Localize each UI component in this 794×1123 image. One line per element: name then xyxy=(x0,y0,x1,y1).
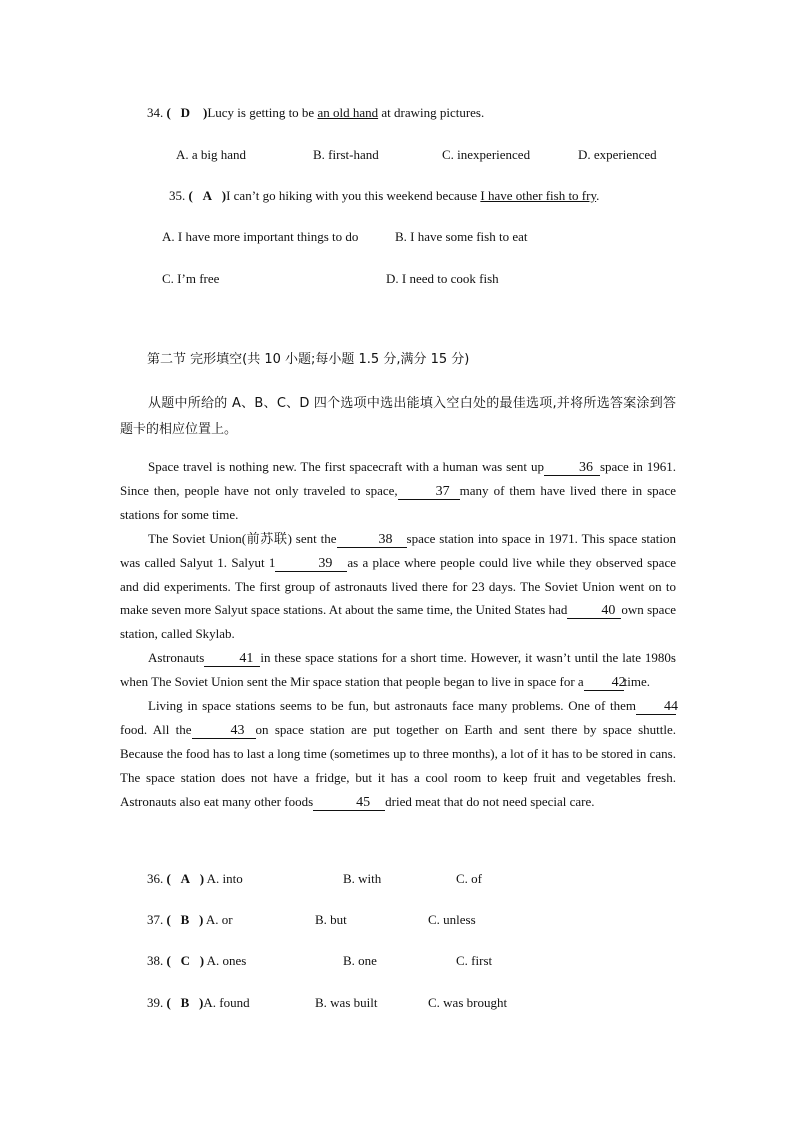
blank-45: 45 xyxy=(313,796,385,811)
answer-letter: B xyxy=(180,912,190,927)
question-34: 34. ( D )Lucy is getting to be an old hand at drawing pictures. xyxy=(147,105,485,120)
passage-paragraph: Space travel is nothing new. The first spacecraft with a human was sent up 36 space in 1961. Since then, people have not only traveled to space, 37 many of them have lived there in space stations for some time. xyxy=(120,459,677,522)
answer-letter: A xyxy=(180,871,190,886)
blank-36: 36 xyxy=(544,461,600,476)
option-b: B. was built xyxy=(315,995,378,1010)
blank-40: 40 xyxy=(567,604,621,619)
option-a: A. I have more important things to do xyxy=(162,229,359,244)
section-title: 第二节 完形填空(共 10 小题;每小题 1.5 分,满分 15 分) xyxy=(147,352,470,367)
passage-paragraph: Living in space stations seems to be fun, but astronauts face many problems. One of them 44food. All the 43 on space station are put together on Earth and sent there by space shuttle. Because the food has to last a long time (sometimes up to three months), a lot of it has to be stored in cans. The space station does not have a fridge, but it has a cool room to keep fruit and vegetables fresh. Astronauts also eat many other foods 45 dried meat that do not need special care. xyxy=(120,698,678,810)
answer-row-38: 38. ( C ) A. ones xyxy=(147,953,247,968)
option-d: D. I need to cook fish xyxy=(386,271,499,286)
blank-42: 42 xyxy=(584,676,624,691)
section-instruction: 从题中所给的 A、B、C、D 四个选项中选出能填入空白处的最佳选项,并将所选答案涂到答题卡的相应位置上。 xyxy=(120,396,676,437)
option-c: C. inexperienced xyxy=(442,147,531,162)
answer-letter: B xyxy=(180,995,190,1010)
answer-row-36: 36. ( A ) A. into xyxy=(147,871,243,886)
passage-paragraph: Astronauts 41 in these space stations for a short time. However, it wasn’t until the late 1980s when The Soviet Union sent the Mir space station that people began to live in space for a 42time. xyxy=(120,650,676,691)
answer-letter: C xyxy=(180,953,190,968)
answer-row-37: 37. ( B ) A. or xyxy=(147,912,233,927)
option-c: C. first xyxy=(456,953,493,968)
question-number: 35. xyxy=(169,188,186,203)
question-number: 34. xyxy=(147,105,164,120)
answer-row-39: 39. ( B )A. found xyxy=(147,995,250,1010)
answer-letter: A xyxy=(202,188,212,203)
option-c: C. of xyxy=(456,871,482,886)
option-b: B. one xyxy=(343,953,377,968)
option-c: C. was brought xyxy=(428,995,508,1010)
option-b: B. first-hand xyxy=(313,147,379,162)
option-c: C. I’m free xyxy=(162,271,220,286)
blank-41: 41 xyxy=(204,652,260,667)
option-b: B. I have some fish to eat xyxy=(395,229,528,244)
answer-letter: D xyxy=(180,105,190,120)
blank-39: 39 xyxy=(275,557,347,572)
question-35: 35. ( A )I can’t go hiking with you this weekend because I have other fish to fry. xyxy=(169,188,600,203)
option-b: B. with xyxy=(343,871,382,886)
option-b: B. but xyxy=(315,912,347,927)
passage-paragraph: The Soviet Union(前苏联) sent the 38 space station into space in 1971. This space station was called Salyut 1. Salyut 1 39 as a place where people could live while they observed space and did experiments. The first group of astronauts lived there for 23 days. The Soviet Union went on to make seven more Salyut space stations. At about the same time, the United States had 40 own space station, called Skylab. xyxy=(120,530,677,642)
blank-43: 43 xyxy=(192,724,256,739)
option-d: D. experienced xyxy=(578,147,657,162)
option-c: C. unless xyxy=(428,912,476,927)
blank-44: 44 xyxy=(636,700,676,715)
option-a: A. a big hand xyxy=(176,147,247,162)
blank-38: 38 xyxy=(337,533,407,548)
blank-37: 37 xyxy=(398,485,460,500)
underlined-phrase: I have other fish to fry xyxy=(480,188,597,203)
cloze-passage xyxy=(120,455,676,814)
underlined-phrase: an old hand xyxy=(317,105,379,120)
